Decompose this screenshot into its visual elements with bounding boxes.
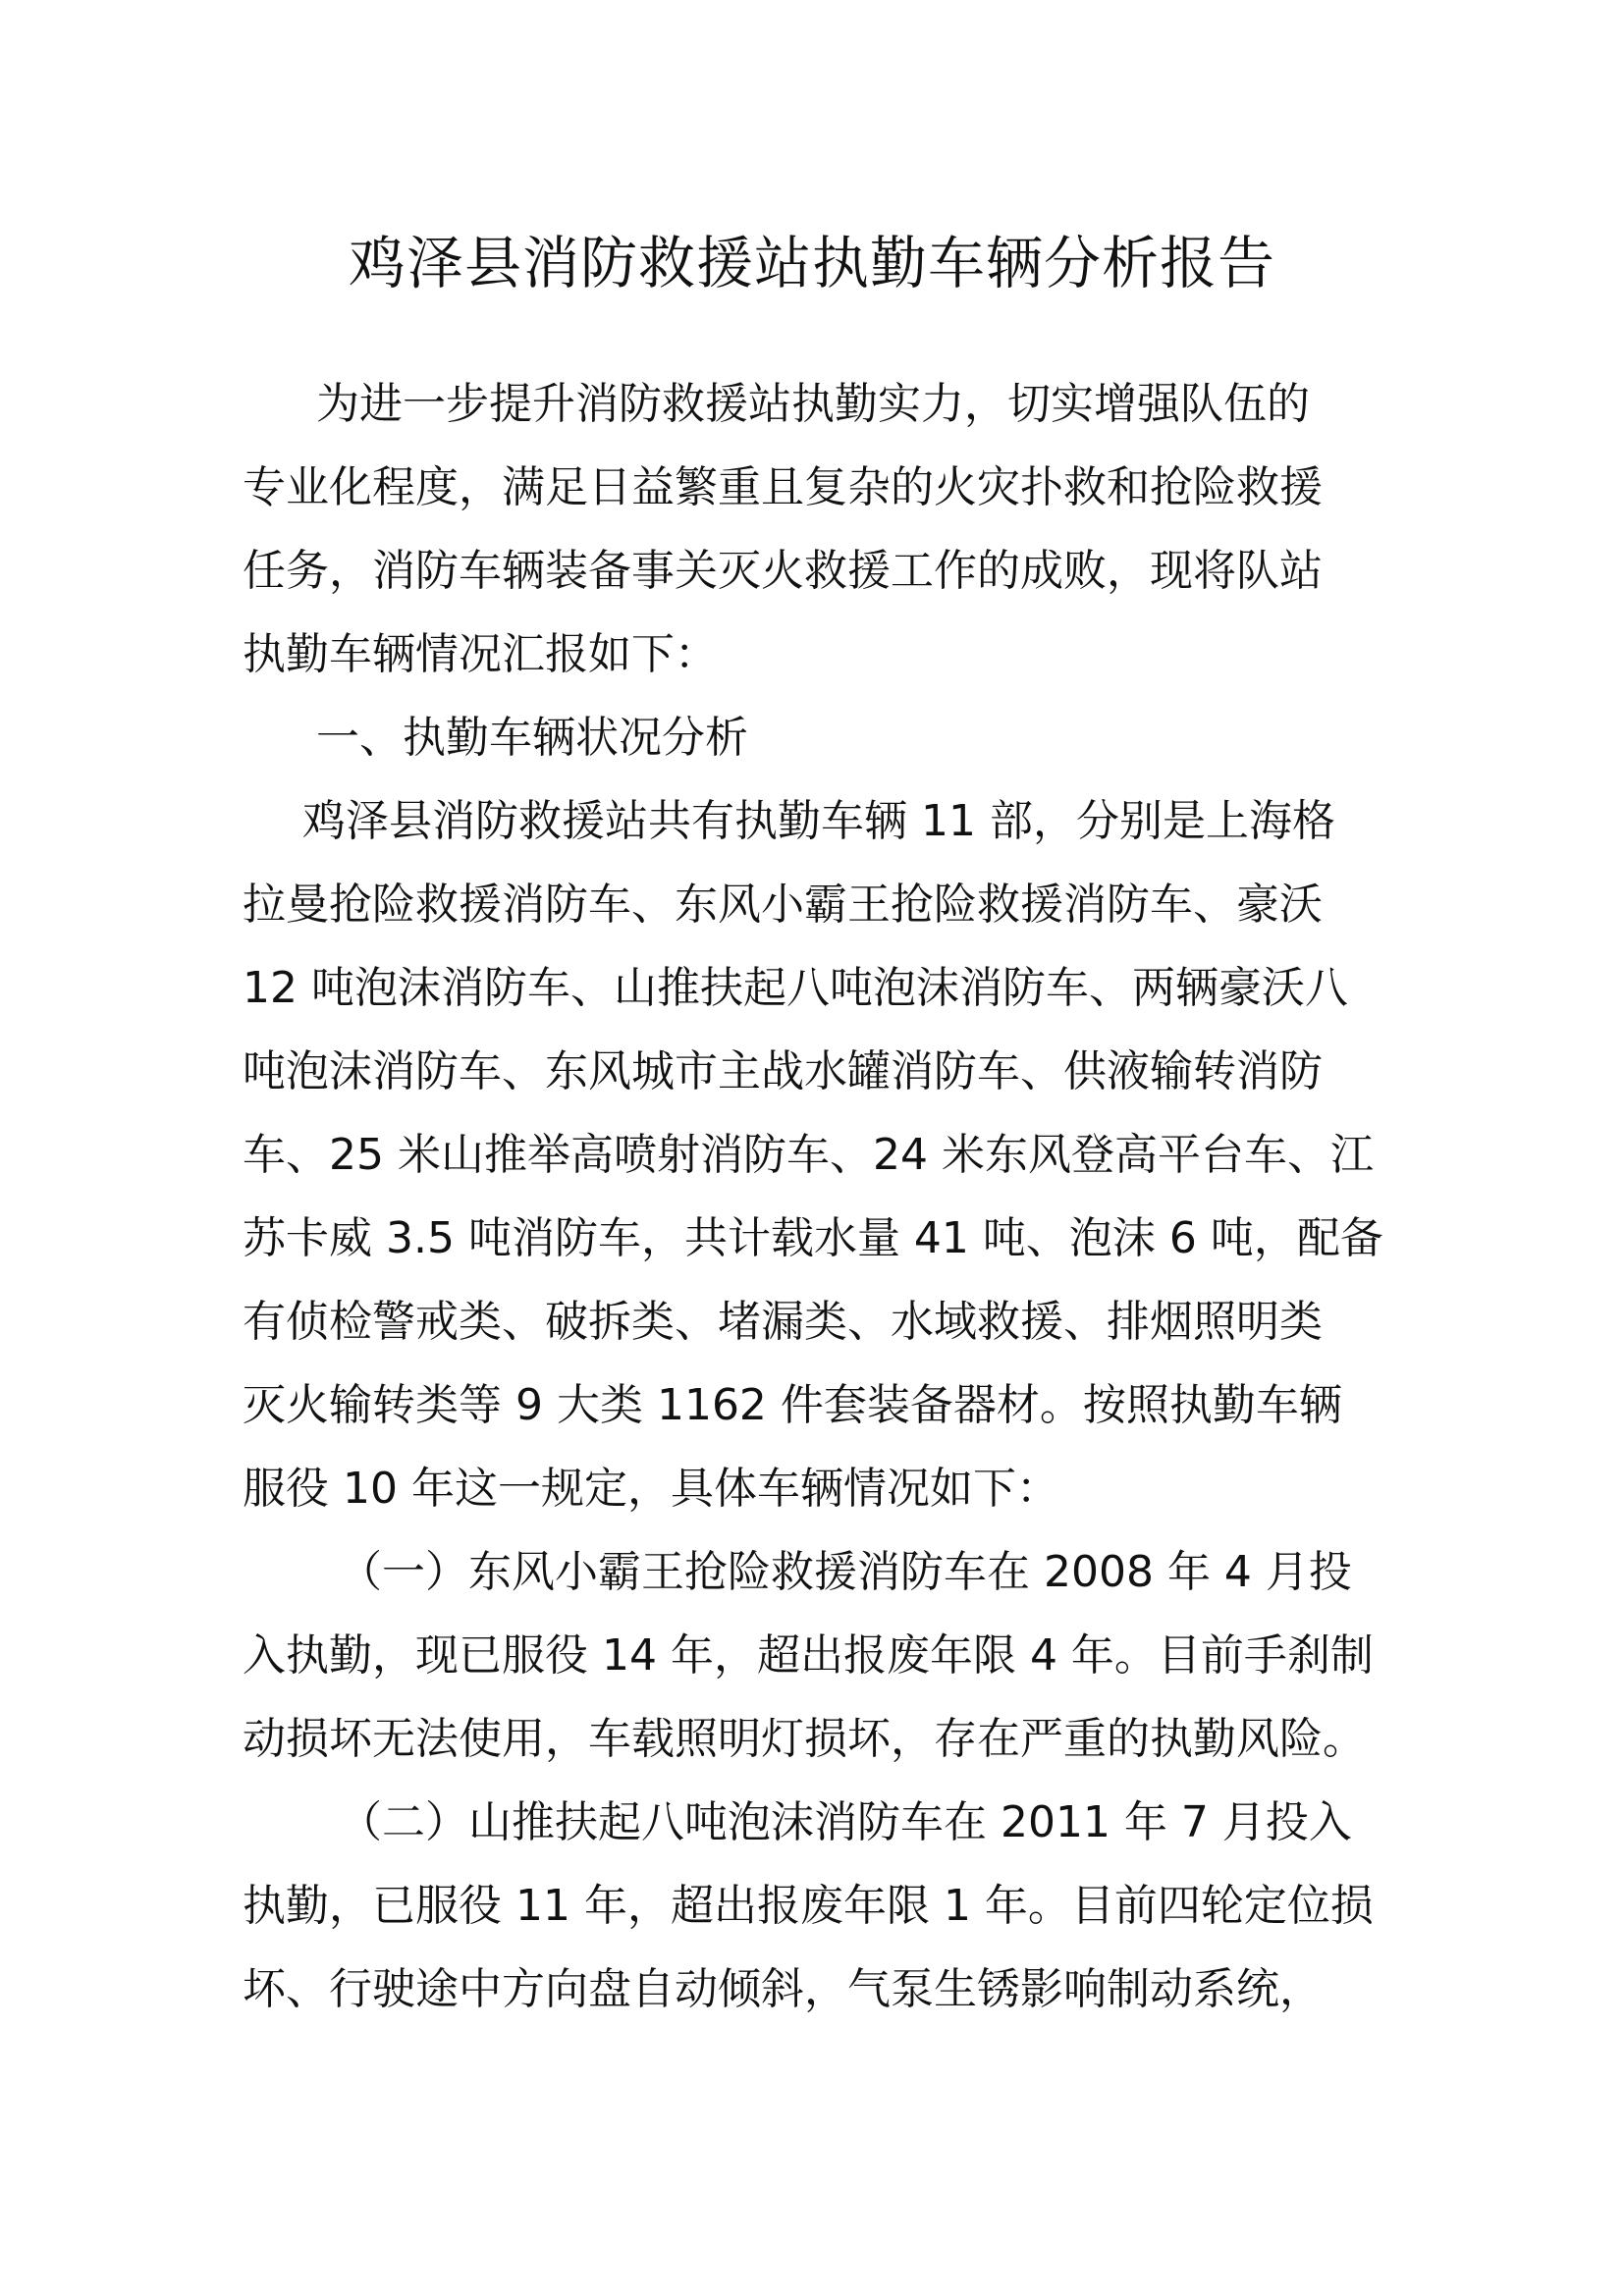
paragraph-line: 为进一步提升消防救援站执勤实力，切实增强队伍的 <box>316 379 1310 429</box>
paragraph-line: （二）山推扶起八吨泡沫消防车在 2011 年 7 月投入 <box>339 1797 1352 1847</box>
page-title: 鸡泽县消防救援站执勤车辆分析报告 <box>348 230 1275 296</box>
paragraph-line: 执勤车辆情况汇报如下： <box>243 629 718 679</box>
paragraph-line: 执勤，已服役 11 年，超出报废年限 1 年。目前四轮定位损 <box>243 1881 1374 1931</box>
section-heading: 一、执勤车辆状况分析 <box>316 713 748 763</box>
paragraph-line: 服役 10 年这一规定，具体车辆情况如下： <box>243 1464 1059 1514</box>
paragraph-line: 坏、行驶途中方向盘自动倾斜，气泵生锈影响制动系统， <box>243 1964 1323 2014</box>
paragraph-line: 拉曼抢险救援消防车、东风小霸王抢险救援消防车、豪沃 <box>243 880 1323 930</box>
paragraph-line: 车、25 米山推举高喷射消防车、24 米东风登高平台车、江 <box>243 1130 1374 1180</box>
paragraph-line: 有侦检警戒类、破拆类、堵漏类、水域救援、排烟照明类 <box>243 1297 1323 1347</box>
paragraph-line: 苏卡威 3.5 吨消防车，共计载水量 41 吨、泡沫 6 吨，配备 <box>243 1213 1383 1263</box>
paragraph-line: 入执勤，现已服役 14 年，超出报废年限 4 年。目前手刹制 <box>243 1630 1374 1681</box>
paragraph-line: （一）东风小霸王抢险救援消防车在 2008 年 4 月投 <box>339 1547 1352 1597</box>
paragraph-line: 12 吨泡沫消防车、山推扶起八吨泡沫消防车、两辆豪沃八 <box>243 963 1348 1013</box>
paragraph-line: 吨泡沫消防车、东风城市主战水罐消防车、供液输转消防 <box>243 1046 1323 1096</box>
paragraph-line: 动损坏无法使用，车载照明灯损坏，存在严重的执勤风险。 <box>243 1714 1366 1764</box>
paragraph-line: 专业化程度，满足日益繁重且复杂的火灾扑救和抢险救援 <box>243 462 1323 512</box>
paragraph-line: 鸡泽县消防救援站共有执勤车辆 11 部，分别是上海格 <box>302 796 1335 846</box>
paragraph-line: 任务，消防车辆装备事关灭火救援工作的成败，现将队站 <box>243 546 1323 596</box>
paragraph-line: 灭火输转类等 9 大类 1162 件套装备器材。按照执勤车辆 <box>243 1380 1342 1430</box>
